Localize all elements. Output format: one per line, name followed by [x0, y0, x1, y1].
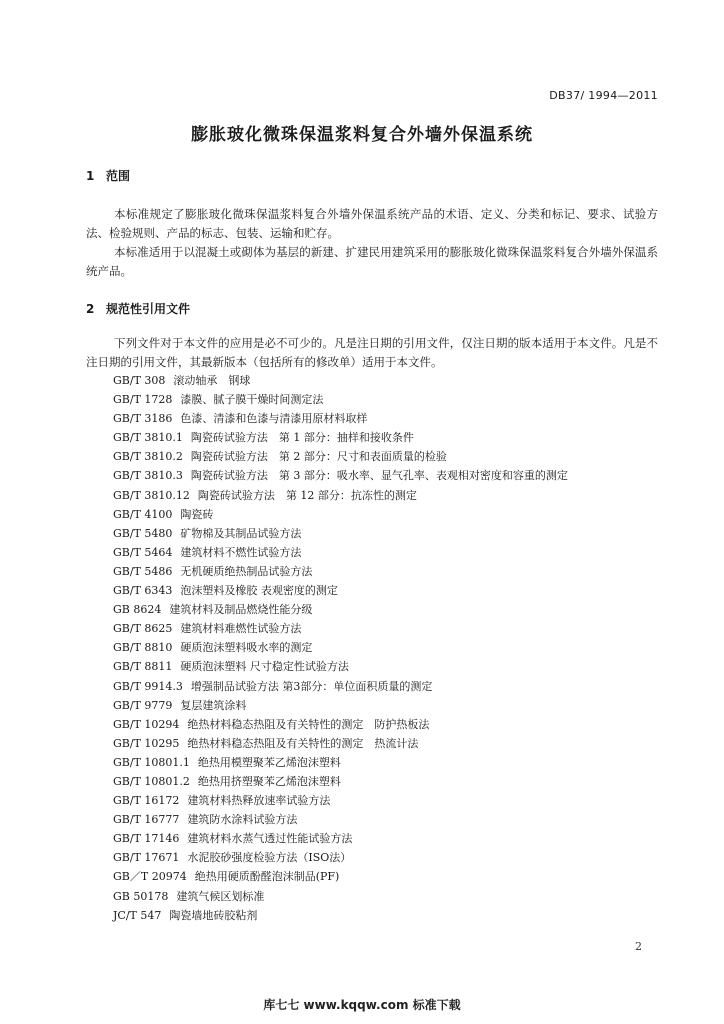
- reference-title: 陶瓷墙地砖胶粘剂: [169, 908, 258, 922]
- reference-item: [113, 600, 568, 619]
- reference-code: GB/T 5486: [113, 564, 173, 578]
- reference-item: [113, 390, 568, 409]
- reference-code: GB/T 6343: [113, 584, 173, 598]
- reference-code: GB／T 20974: [113, 870, 187, 884]
- reference-code: GB/T 17671: [113, 851, 180, 865]
- section-title: 规范性引用文件: [106, 302, 191, 316]
- reference-title: 水泥胶砂强度检验方法（ISO法）: [187, 851, 352, 865]
- reference-title: 建筑气候区划标准: [176, 889, 265, 903]
- reference-title: 滚动轴承 钢球: [173, 374, 251, 387]
- reference-code: GB/T 10801.1: [113, 755, 190, 769]
- reference-title: 绝热材料稳态热阻及有关特性的测定 防护热板法: [187, 717, 430, 731]
- reference-list: [113, 371, 568, 925]
- reference-item: [113, 581, 568, 600]
- reference-title: 硬质泡沫塑料 尺寸稳定性试验方法: [180, 660, 349, 674]
- reference-code: GB/T 8810: [113, 641, 173, 655]
- reference-item: [113, 906, 568, 925]
- reference-code: GB/T 10295: [113, 736, 180, 750]
- reference-title: 矿物棉及其制品试验方法: [180, 526, 302, 540]
- reference-title: 绝热用模塑聚苯乙烯泡沫塑料: [197, 755, 341, 769]
- reference-code: GB/T 3810.1: [113, 431, 183, 445]
- reference-code: GB/T 3810.3: [113, 469, 183, 483]
- scope-paragraph-2: 本标准适用于以混凝土或砌体为基层的新建、扩建民用建筑采用的膨胀玻化微珠保温浆料复合外墙外保温系统产品。: [86, 245, 658, 278]
- reference-item: [113, 715, 568, 734]
- reference-item: [113, 734, 568, 753]
- reference-item: [113, 772, 568, 791]
- reference-item: [113, 543, 568, 562]
- reference-item: [113, 848, 568, 867]
- reference-title: 无机硬质绝热制品试验方法: [180, 564, 313, 578]
- reference-title: 绝热材料稳态热阻及有关特性的测定 热流计法: [187, 736, 419, 750]
- reference-item: [113, 486, 568, 505]
- reference-title: 建筑材料热释放速率试验方法: [187, 794, 331, 808]
- document-title: 膨胀玻化微珠保温浆料复合外墙外保温系统: [191, 125, 533, 145]
- reference-code: GB/T 8625: [113, 622, 173, 636]
- reference-code: GB/T 9779: [113, 698, 173, 712]
- reference-code: GB 50178: [113, 889, 169, 903]
- reference-item: [113, 810, 568, 829]
- reference-item: [113, 371, 568, 390]
- reference-item: [113, 867, 568, 886]
- reference-code: GB/T 4100: [113, 507, 173, 521]
- reference-item: [113, 619, 568, 638]
- reference-code: GB/T 308: [113, 374, 166, 387]
- reference-title: 泡沫塑料及橡胶 表观密度的测定: [180, 584, 338, 598]
- section-number: 1: [86, 169, 95, 183]
- document-code: DB37/ 1994—2011: [549, 89, 658, 102]
- references-intro-paragraph: 下列文件对于本文件的应用是必不可少的。凡是注日期的引用文件，仅注日期的版本适用于本文件。凡是不注日期的引用文件，其最新版本（包括所有的修改单）适用于本文件。: [86, 336, 658, 369]
- reference-item: [113, 447, 568, 466]
- reference-title: 陶瓷砖试验方法 第 1 部分：抽样和接收条件: [190, 431, 414, 445]
- reference-item: [113, 753, 568, 772]
- reference-item: [113, 791, 568, 810]
- reference-title: 陶瓷砖试验方法 第 2 部分：尺寸和表面质量的检验: [190, 450, 447, 464]
- reference-title: 绝热用挤塑聚苯乙烯泡沫塑料: [197, 774, 341, 788]
- reference-item: [113, 466, 568, 485]
- section-title: 范围: [106, 169, 131, 183]
- reference-code: GB 8624: [113, 603, 162, 617]
- reference-code: GB/T 10801.2: [113, 774, 190, 788]
- reference-code: GB/T 3186: [113, 412, 173, 426]
- footer-watermark[interactable]: 库七七 www.kqqw.com 标准下载: [263, 998, 461, 1012]
- reference-code: GB/T 8811: [113, 660, 173, 674]
- reference-code: GB/T 16172: [113, 794, 180, 808]
- reference-code: GB/T 16777: [113, 813, 180, 827]
- reference-title: 建筑材料不燃性试验方法: [180, 545, 302, 559]
- section-heading-scope: [86, 167, 130, 184]
- reference-item: [113, 524, 568, 543]
- reference-item: [113, 829, 568, 848]
- reference-item: [113, 887, 568, 906]
- reference-code: JC/T 547: [113, 908, 162, 922]
- reference-item: [113, 696, 568, 715]
- reference-item: [113, 505, 568, 524]
- section-number: 2: [86, 302, 95, 316]
- reference-code: GB/T 1728: [113, 393, 173, 407]
- reference-item: [113, 409, 568, 428]
- reference-item: [113, 562, 568, 581]
- reference-title: 陶瓷砖试验方法 第 3 部分：吸水率、显气孔率、表观相对密度和容重的测定: [190, 469, 568, 483]
- reference-title: 建筑材料难燃性试验方法: [180, 622, 302, 636]
- page-number: 2: [635, 940, 642, 953]
- reference-item: [113, 657, 568, 676]
- reference-title: 陶瓷砖试验方法 第 12 部分：抗冻性的测定: [197, 488, 417, 502]
- reference-title: 建筑材料及制品燃烧性能分级: [169, 603, 313, 617]
- reference-title: 建筑材料水蒸气透过性能试验方法: [187, 832, 353, 846]
- reference-title: 色漆、清漆和色漆与清漆用原材料取样: [180, 412, 368, 426]
- reference-code: GB/T 10294: [113, 717, 180, 731]
- reference-code: GB/T 3810.12: [113, 488, 190, 502]
- reference-code: GB/T 3810.2: [113, 450, 183, 464]
- reference-item: [113, 428, 568, 447]
- reference-title: 增强制品试验方法 第3部分：单位面积质量的测定: [190, 679, 433, 693]
- reference-title: 陶瓷砖: [180, 507, 214, 521]
- reference-title: 复层建筑涂料: [180, 698, 247, 712]
- reference-title: 建筑防水涂料试验方法: [187, 813, 298, 827]
- reference-code: GB/T 9914.3: [113, 679, 183, 693]
- reference-item: [113, 638, 568, 657]
- reference-code: GB/T 17146: [113, 832, 180, 846]
- reference-title: 绝热用硬质酚醛泡沫制品(PF): [194, 870, 340, 884]
- scope-paragraph-1: 本标准规定了膨胀玻化微珠保温浆料复合外墙外保温系统产品的术语、定义、分类和标记、要求、试验方法、检验规则、产品的标志、包装、运输和贮存。: [86, 207, 658, 240]
- section-heading-references: [86, 300, 190, 317]
- reference-title: 漆膜、腻子膜干燥时间测定法: [180, 393, 324, 407]
- reference-code: GB/T 5464: [113, 545, 173, 559]
- reference-item: [113, 677, 568, 696]
- reference-code: GB/T 5480: [113, 526, 173, 540]
- reference-title: 硬质泡沫塑料吸水率的测定: [180, 641, 313, 655]
